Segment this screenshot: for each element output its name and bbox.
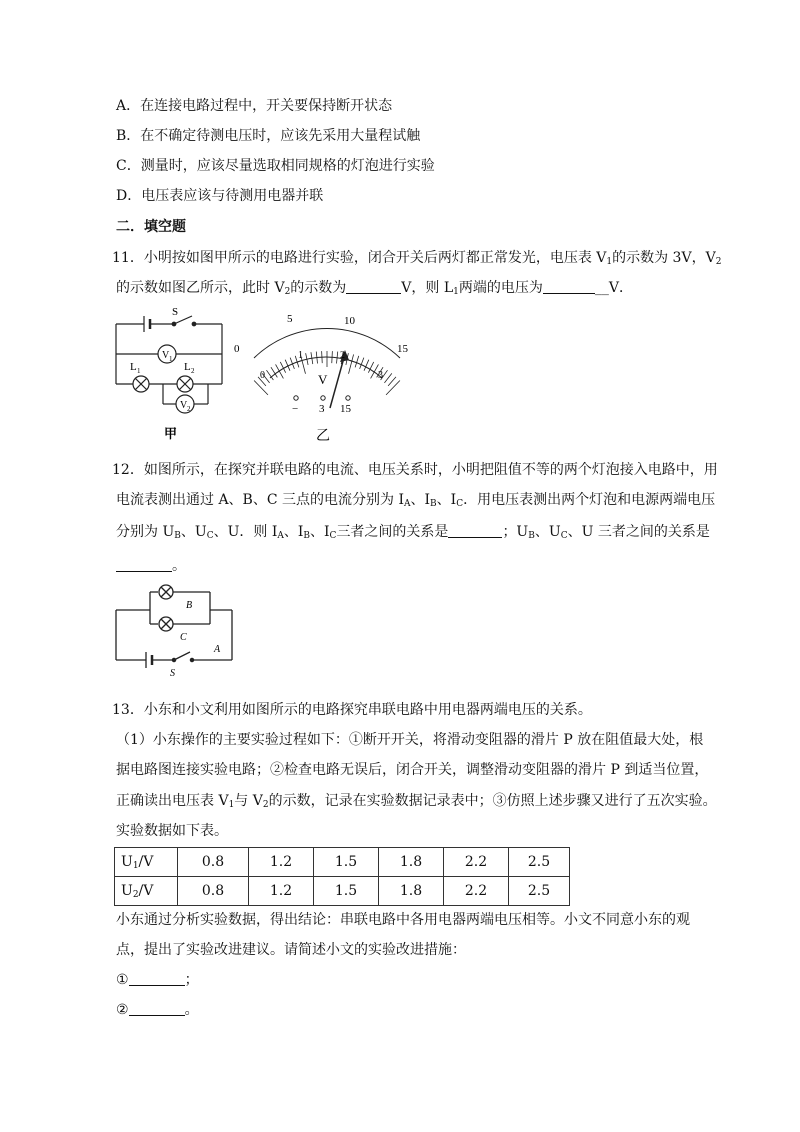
q11-blank-2[interactable] [543,279,595,294]
q13-blank-1[interactable] [129,971,185,986]
v2-label: V [180,400,188,411]
inner-scale-0: 0 [260,370,265,381]
dial-tick [388,377,396,386]
dial-tick [266,370,273,380]
l1-sub: 1 [137,367,141,375]
q12-line-2: 电流表测出通过 A、B、C 三点的电流分别为 $I_A$、$I_B$、$I_C$．用电压表测出两个灯泡和电源两端电压 [116,492,716,509]
terminal-neg: − [292,403,299,415]
q12-line-1: 12．如图所示，在探究并联电路的电流、电压关系时，小明把阻值不等的两个灯泡接入电路中，用 [112,462,718,478]
data-table [114,847,570,906]
table-cell: 1.8 [379,877,444,906]
point-c-label: C [180,632,187,643]
voltmeter-dial-figure [232,306,418,446]
point-a-label: A [214,644,221,655]
circuit-figure-a [110,306,240,446]
caption-jia: 甲 [164,426,178,441]
switch-label: S [172,306,179,318]
table-row [115,877,570,906]
table-cell: 0.8 [178,848,249,877]
option-a: A．在连接电路过程中，开关要保持断开状态 [116,98,393,114]
inner-scale-2: 2 [340,350,345,361]
dial-tick [360,358,364,369]
q13-line-2: （1）小东操作的主要实验过程如下：①断开开关，将滑动变阻器的滑片 P 放在阻值最大处，根 [116,732,704,748]
dial-tick [254,380,268,394]
dial-tick [384,373,391,382]
q13-answer-2: ② 。 [116,1002,199,1018]
q13-line-7: 点，提出了实验改进建议。请简述小文的实验改进措施： [116,942,466,958]
inner-scale-3: 3 [378,370,383,381]
q11-blank-1[interactable] [346,279,401,294]
inner-scale-1: 1 [298,350,303,361]
table-cell: 0.8 [178,877,249,906]
outer-scale-0: 0 [234,343,240,355]
row-header: $U_1/V$ [115,848,178,877]
q13-answer-1: ① ； [116,972,199,988]
table-cell: 2.5 [509,877,570,906]
table-row [115,848,570,877]
q12-line-4: 。 [116,556,186,576]
v1-sub: 1 [169,355,173,363]
q13-blank-2[interactable] [129,1001,185,1016]
q13-line-6: 小东通过分析实验数据，得出结论：串联电路中各用电器两端电压相等。小文不同意小东的观 [116,912,690,928]
caption-yi: 乙 [316,429,330,444]
dial-needle [330,354,345,408]
q13-line-5: 实验数据如下表。 [116,823,228,839]
meter-letter: V [318,372,328,387]
v2-sub: 2 [187,405,191,413]
outer-scale-15: 15 [397,343,408,355]
section-title: 二．填空题 [116,219,186,235]
outer-scale-10: 10 [344,315,355,327]
q12-line-3: 分别为 $U_B$、$U_C$、U．则 $I_A$、$I_B$、$I_C$三者之间的关系是 ；$U_B$、$U_C$、U 三者之间的关系是 [116,524,710,541]
option-d: D．电压表应该与待测用电器并联 [116,188,324,204]
l1-label: L [130,361,137,373]
q13-line-1: 13．小东和小文利用如图所示的电路探究串联电路中用电器两端电压的关系。 [112,702,592,718]
dial-tick [364,360,369,371]
q12-blank-2[interactable] [116,557,172,572]
table-cell: 1.5 [314,848,379,877]
table-cell: 2.2 [444,877,509,906]
dial-tick [349,354,354,373]
q11-line-1: 11．小明按如图甲所示的电路进行实验，闭合开关后两灯都正常发光，电压表 $V_1$的示数为 3V，$V_2$ [112,250,722,267]
table-cell: 1.2 [249,877,314,906]
point-b-label: B [186,600,193,611]
l2-label: L [184,361,191,373]
l2-sub: 2 [191,367,195,375]
switch-s-label: S [170,668,175,679]
option-b: B．在不确定待测电压时，应该先采用大量程试触 [116,128,421,144]
table-cell: 1.2 [249,848,314,877]
terminal-15: 15 [340,403,351,415]
v1-label: V [162,350,170,361]
outer-scale-5: 5 [287,313,293,325]
q13-line-3: 据电路图连接实验电路；②检查电路无误后，闭合开关，调整滑动变阻器的滑片 P 到适当位置， [116,762,709,778]
terminal-3: 3 [319,403,325,415]
table-cell: 2.5 [509,848,570,877]
table-cell: 1.5 [314,877,379,906]
option-c: C．测量时，应该尽量选取相同规格的灯泡进行实验 [116,158,435,174]
table-cell: 2.2 [444,848,509,877]
row-header: $U_2/V$ [115,877,178,906]
parallel-circuit-figure [110,584,240,684]
q12-blank-1[interactable] [448,523,502,538]
table-cell: 1.8 [379,848,444,877]
q13-line-4: 正确读出电压表 $V_1$与 $V_2$的示数，记录在实验数据记录表中；③仿照上述步骤又进行了五次实验。 [116,793,717,810]
dial-tick [386,380,400,394]
q11-line-2: 的示数如图乙所示，此时 $V_2$的示数为 V，则 $L_1$两端的电压为 __V． [116,280,634,297]
